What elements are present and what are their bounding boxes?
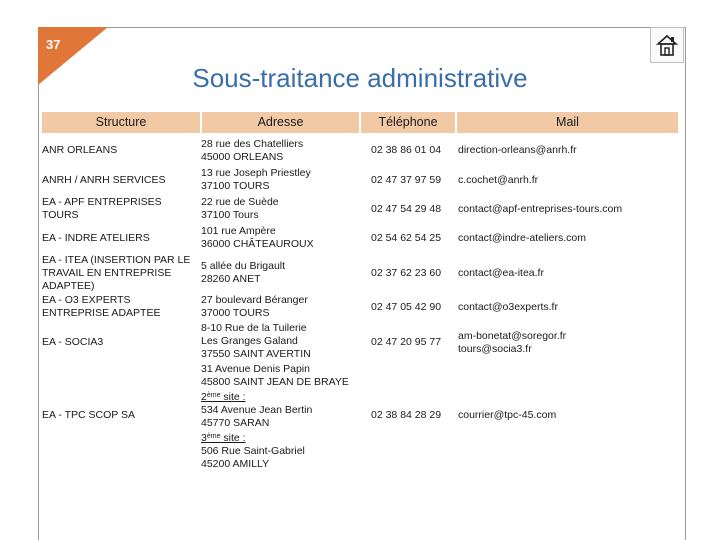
table-cell-telephone: 02 38 86 01 04 — [371, 144, 442, 156]
page-title: Sous-traitance administrative — [192, 63, 528, 93]
table-cell-structure: EA - TPC SCOP SA — [42, 409, 135, 421]
table-cell-mail: contact@ea-itea.fr — [458, 267, 544, 279]
table-cell-structure: EA - ITEA (INSERTION PAR LE TRAVAIL EN ENTREPRISE ADAPTEE) — [42, 254, 191, 292]
table-cell-mail: c.cochet@anrh.fr — [458, 174, 539, 186]
table-cell-adresse: 5 allée du Brigault 28260 ANET — [201, 260, 286, 285]
table-cell-adresse: 13 rue Joseph Priestley 37100 TOURS — [201, 167, 311, 192]
table-cell-mail: contact@o3experts.fr — [458, 301, 558, 313]
table-cell-mail: courrier@tpc-45.com — [458, 409, 557, 421]
table-cell-telephone: 02 47 05 42 90 — [371, 301, 442, 313]
table-cell-mail: contact@indre-ateliers.com — [458, 232, 586, 244]
table-cell-telephone: 02 38 84 28 29 — [371, 409, 442, 421]
table-cell-telephone: 02 47 37 97 59 — [371, 174, 442, 186]
table-cell-adresse: 27 boulevard Béranger 37000 TOURS — [201, 294, 308, 319]
header-telephone: Téléphone — [361, 112, 455, 133]
header-structure: Structure — [42, 112, 200, 133]
table-cell-structure: EA - APF ENTREPRISES TOURS — [42, 196, 162, 221]
table-cell-telephone: 02 47 54 29 48 — [371, 203, 442, 215]
slide-number: 37 — [46, 37, 61, 52]
table-cell-structure: ANRH / ANRH SERVICES — [42, 174, 166, 186]
header-adresse: Adresse — [202, 112, 359, 133]
table-cell-structure: ANR ORLEANS — [42, 144, 118, 156]
table-cell-structure: EA - INDRE ATELIERS — [42, 232, 150, 244]
table-cell-adresse: 101 rue Ampère 36000 CHÂTEAUROUX — [201, 225, 314, 250]
table-cell-telephone: 02 47 20 95 77 — [371, 336, 442, 348]
home-icon — [654, 32, 680, 58]
table-cell-telephone: 02 54 62 54 25 — [371, 232, 442, 244]
table-cell-adresse: 31 Avenue Denis Papin 45800 SAINT JEAN DE BRAYE 2ème site : 534 Avenue Jean Bertin 45770 SARAN 3ème site : 506 Rue Saint-Gabriel 45200 AMILLY — [201, 363, 349, 470]
table-cell-mail: contact@apf-entreprises-tours.com — [458, 203, 623, 215]
home-button[interactable] — [650, 27, 684, 63]
table-cell-adresse: 28 rue des Chatelliers 45000 ORLEANS — [201, 138, 304, 163]
table-cell-structure: EA - O3 EXPERTS ENTREPRISE ADAPTEE — [42, 294, 161, 319]
header-mail: Mail — [457, 112, 678, 133]
table-cell-mail: am-bonetat@soregor.fr tours@socia3.fr — [458, 330, 567, 355]
table-cell-mail: direction-orleans@anrh.fr — [458, 144, 577, 156]
table-cell-structure: EA - SOCIA3 — [42, 336, 104, 348]
table-cell-adresse: 8-10 Rue de la Tuilerie Les Granges Galand 37550 SAINT AVERTIN — [201, 322, 311, 360]
table-cell-adresse: 22 rue de Suède 37100 Tours — [201, 196, 279, 221]
table-cell-telephone: 02 37 62 23 60 — [371, 267, 442, 279]
